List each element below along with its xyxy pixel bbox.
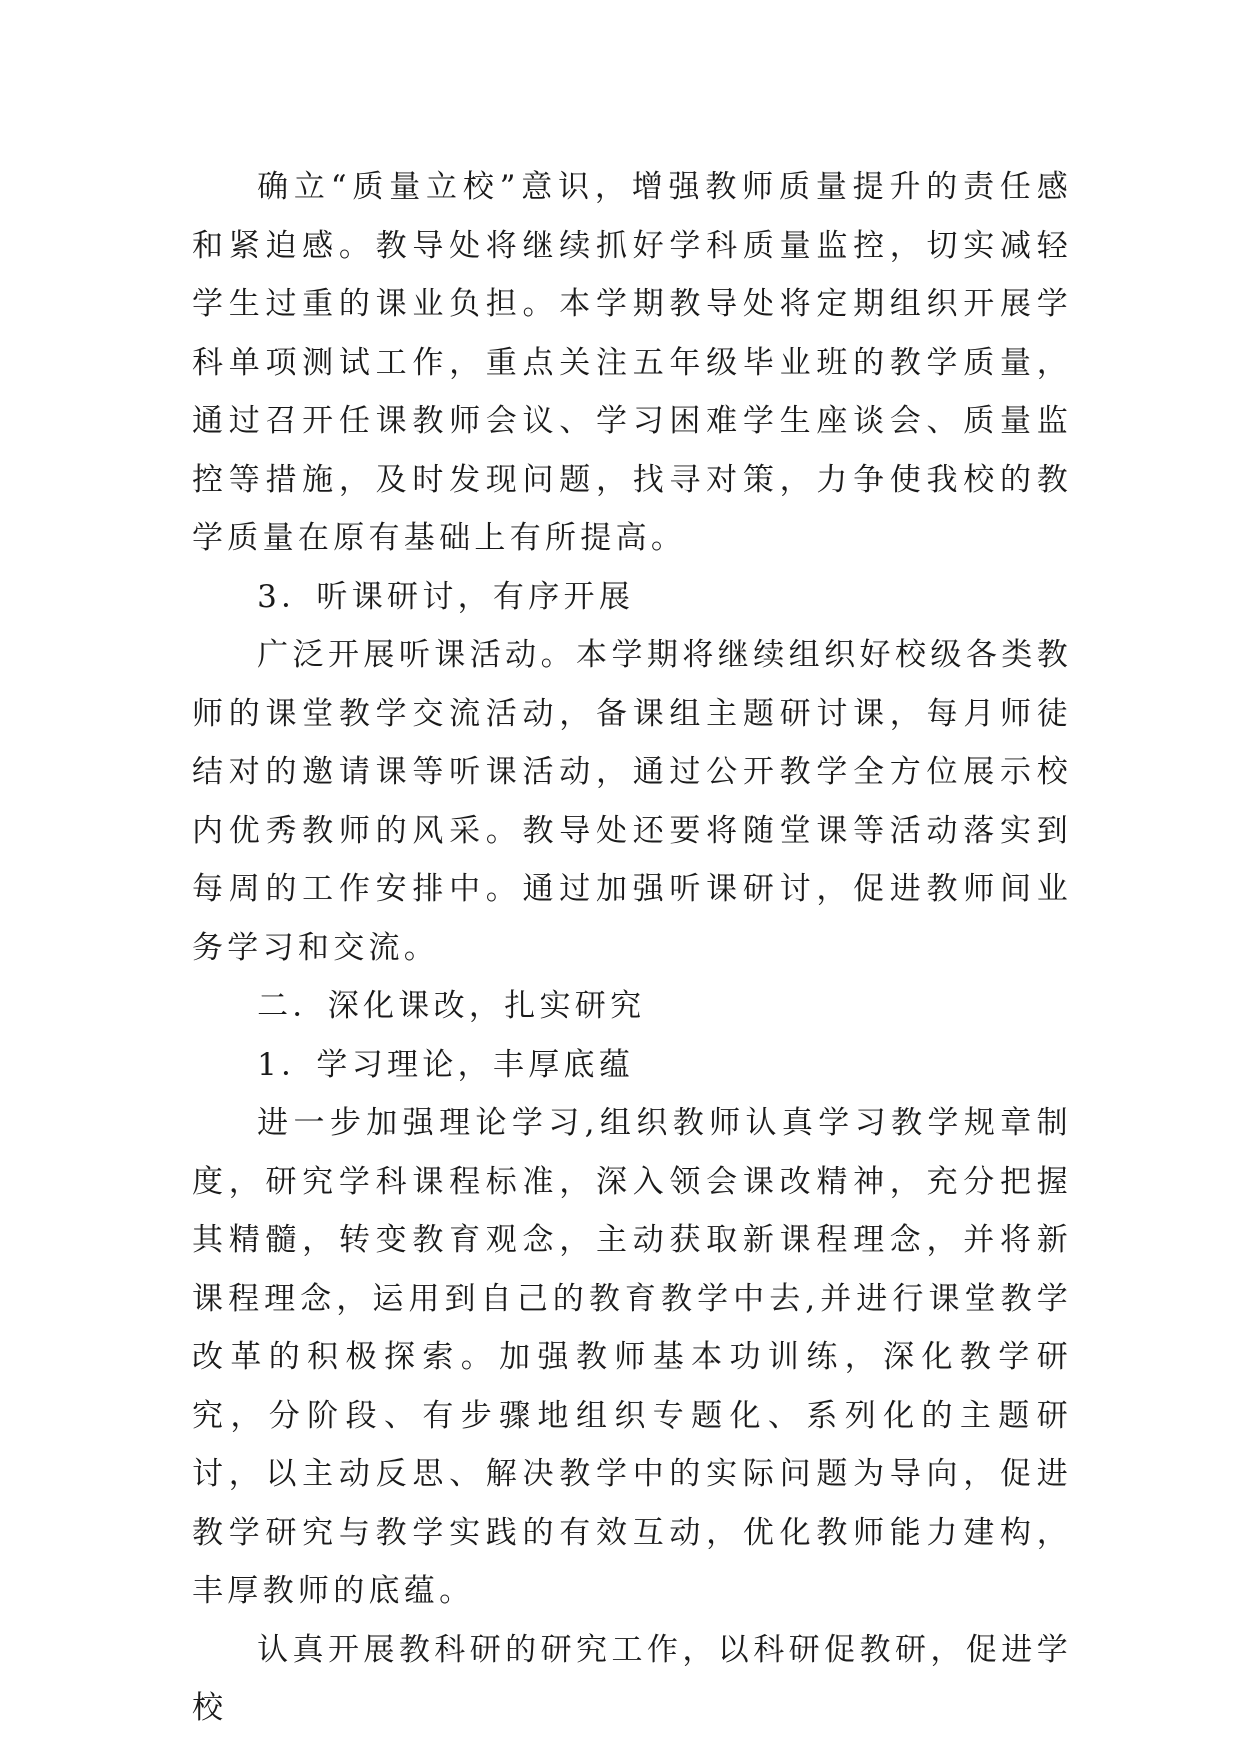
paragraph-theory-study: 进一步加强理论学习,组织教师认真学习教学规章制度，研究学科课程标准，深入领会课改精神，充分把握其精髓，转变教育观念，主动获取新课程理念，并将新课程理念，运用到自己的教育教学中去,并进行课堂教学改革的积极探索。加强教师基本功训练，深化教学研究，分阶段、有步骤地组织专题化、系列化的主题研讨，以主动反思、解决教学中的实际问题为导向，促进教学研究与教学实践的有效互动，优化教师能力建构，丰厚教师的底蕴。 [192,1105,1072,1609]
document-body [192,158,1072,1738]
heading-theory-study: 1．学习理论，丰厚底蕴 [257,1046,635,1083]
paragraph-quality: 确立“质量立校”意识，增强教师质量提升的责任感和紧迫感。教导处将继续抓好学科质量监控，切实减轻学生过重的课业负担。本学期教导处将定期组织开展学科单项测试工作，重点关注五年级毕业班的教学质量，通过召开任课教师会议、学习困难学生座谈会、质量监控等措施，及时发现问题，找寻对策，力争使我校的教学质量在原有基础上有所提高。 [192,169,1072,556]
heading-curriculum-reform: 二．深化课改，扎实研究 [257,988,646,1024]
paragraph-lesson-observation: 广泛开展听课活动。本学期将继续组织好校级各类教师的课堂教学交流活动，备课组主题研讨课，每月师徒结对的邀请课等听课活动，通过公开教学全方位展示校内优秀教师的风采。教导处还要将随堂课等活动落实到每周的工作安排中。通过加强听课研讨，促进教师间业务学习和交流。 [192,637,1072,966]
heading-lesson-observation: 3．听课研讨，有序开展 [257,578,635,615]
paragraph-research: 认真开展教科研的研究工作，以科研促教研，促进学校 [192,1631,1072,1726]
